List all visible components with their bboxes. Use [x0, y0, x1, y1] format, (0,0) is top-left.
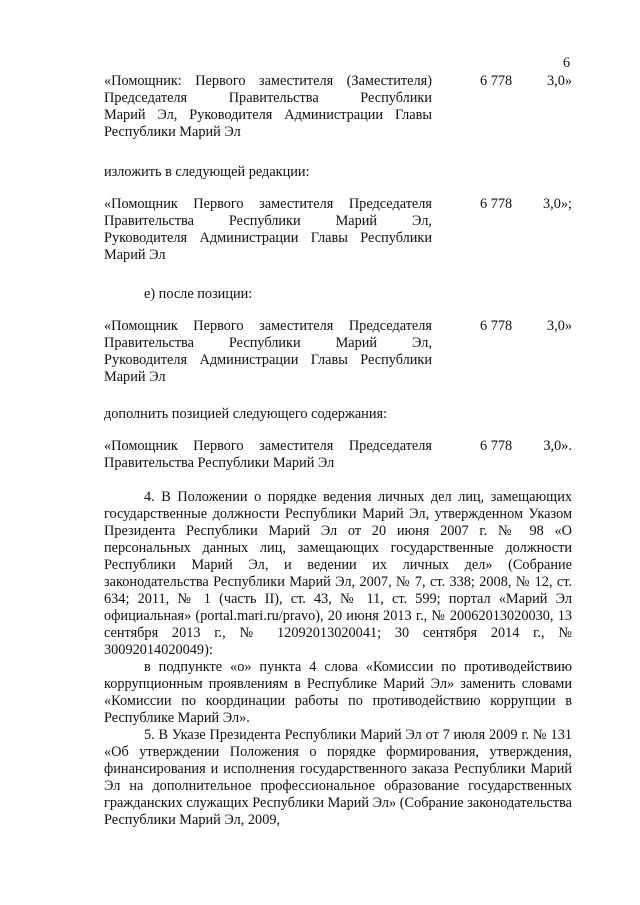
paragraph-4-subitem: в подпункте «о» пункта 4 слова «Комиссии по противодействию коррупционным проявлениям в Республике Марий Эл» заменить словами «Комиссии по координации работы по противодействию коррупции в Республике Марий Эл».: [104, 659, 572, 726]
position-title: [104, 438, 432, 472]
body-paragraphs: [104, 489, 572, 829]
position-title: [104, 318, 432, 386]
position-title-line: Председателя Правительства Республики: [104, 90, 432, 106]
position-title-line: Марий Эл: [104, 369, 166, 385]
position-title-line: Руководителя Администрации Главы Республики: [104, 352, 432, 368]
position-title-line: Республики Марий Эл: [104, 124, 241, 140]
page-number: 6: [563, 55, 571, 71]
coefficient-value: 3,0»: [546, 73, 572, 89]
salary-value: 6 778: [480, 196, 513, 212]
position-title: [104, 196, 432, 264]
instruction-edit: изложить в следующей редакции:: [104, 164, 310, 180]
paragraph-5: 5. В Указе Президента Республики Марий Эл от 7 июля 2009 г. № 131 «Об утверждении Положения о порядке формирования, утверждения, финансирования и исполнения государственного заказа Республики Марий Эл на дополнительное профессиональное образование государственных гражданских служащих Республики Марий Эл» (Собрание законодательства Республики Марий Эл, 2009,: [104, 727, 572, 828]
position-title-line: Правительства Республики Марий Эл,: [104, 335, 432, 351]
position-title-line: Правительства Республики Марий Эл,: [104, 213, 432, 229]
position-title-line: «Помощник Первого заместителя Председателя: [104, 318, 432, 334]
coefficient-value: 3,0»: [546, 318, 572, 334]
paragraph-4: 4. В Положении о порядке ведения личных дел лиц, замещающих государственные должности Республики Марий Эл, утвержденном Указом Президента Республики Марий Эл от 20 июня 2007 г. № 98 «О персональных данных лиц, замещающих государственные должности Республики Марий Эл, и ведении их личных дел» (Собрание законодательства Республики Марий Эл, 2007, № 7, ст. 338; 2008, № 12, ст. 634; 2011, № 1 (часть II), ст. 43, № 11, ст. 599; портал «Марий Эл официальная» (portal.mari.ru/pravo), 20 июня 2013 г., № 20062013020030, 13 сентября 2013 г., № 12092013020041; 30 сентября 2014 г., № 30092014020049):: [104, 489, 572, 658]
position-title-line: Правительства Республики Марий Эл: [104, 455, 335, 471]
position-title-line: Марий Эл: [104, 247, 166, 263]
salary-value: 6 778: [480, 73, 513, 89]
position-title-line: «Помощник Первого заместителя Председателя: [104, 438, 432, 454]
coefficient-value: 3,0».: [543, 438, 572, 454]
coefficient-value: 3,0»;: [543, 196, 572, 212]
position-title-line: Руководителя Администрации Главы Республики: [104, 230, 432, 246]
position-title-line: Марий Эл, Руководителя Администрации Главы: [104, 107, 432, 123]
position-title: [104, 73, 432, 141]
instruction-add: дополнить позицией следующего содержания:: [104, 406, 388, 422]
salary-value: 6 778: [480, 318, 513, 334]
instruction-after: е) после позиции:: [144, 286, 253, 302]
position-title-line: «Помощник Первого заместителя Председателя: [104, 196, 432, 212]
position-title-line: «Помощник: Первого заместителя (Заместителя): [104, 73, 432, 89]
salary-value: 6 778: [480, 438, 513, 454]
